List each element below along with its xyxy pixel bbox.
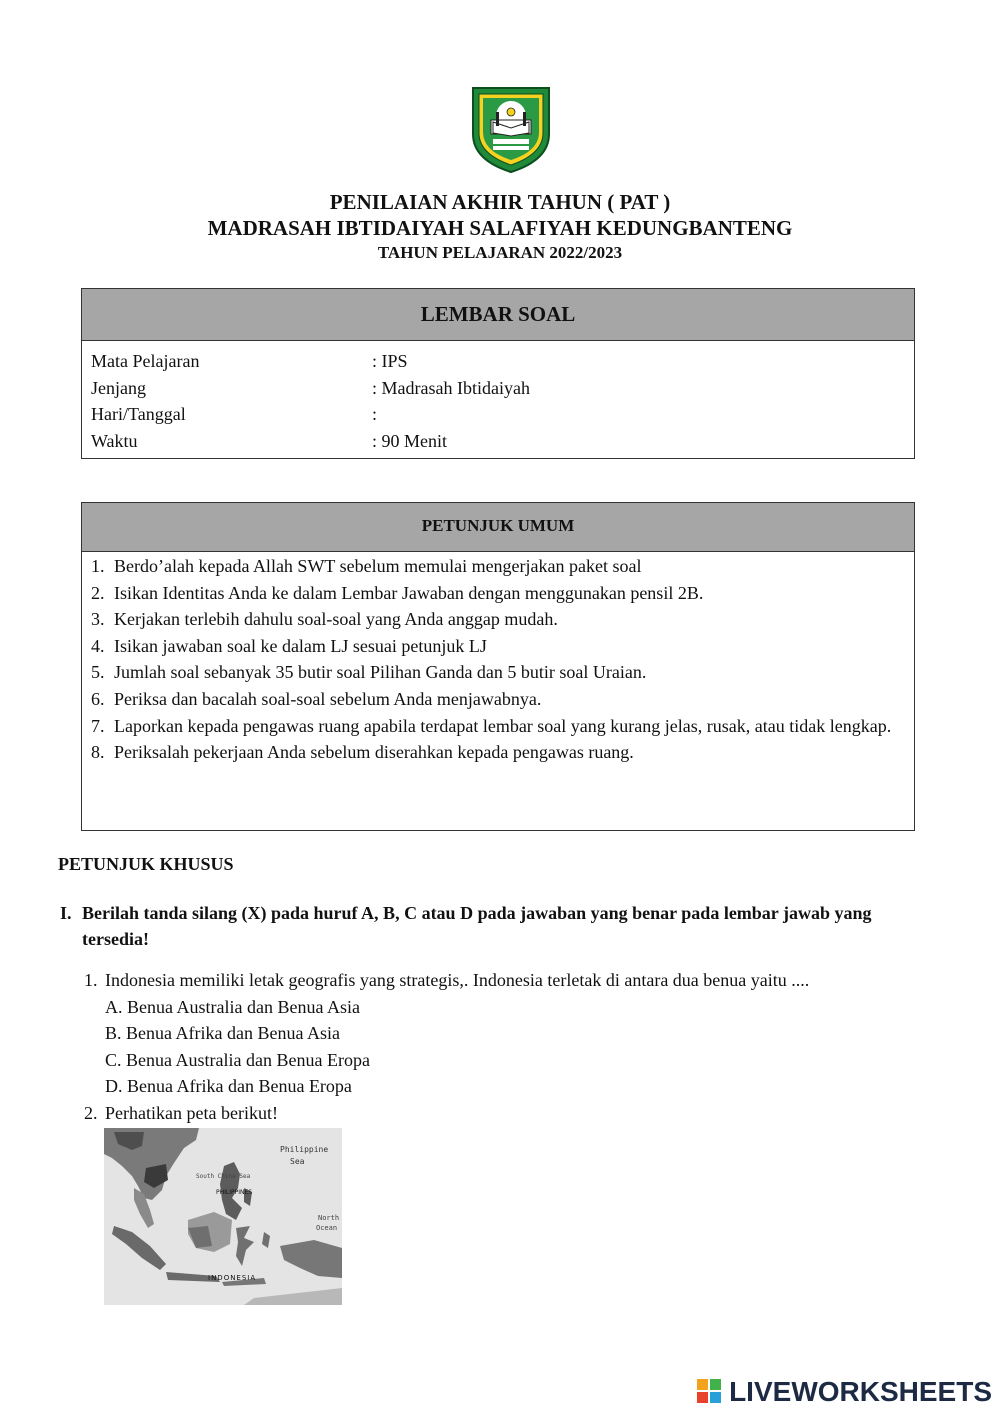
- petunjuk-umum-box: [81, 502, 915, 831]
- item-number: 1.: [91, 556, 105, 576]
- liveworksheets-brand[interactable]: [695, 1376, 992, 1408]
- item-text: Kerjakan terlebih dahulu soal-soal yang Anda anggap mudah.: [114, 609, 558, 630]
- list-item: [91, 739, 904, 766]
- general-instructions-list: [91, 553, 904, 766]
- liveworksheets-logo-icon: [695, 1377, 725, 1407]
- school-logo: [465, 82, 557, 174]
- item-number: 3.: [91, 609, 105, 630]
- list-item: [91, 713, 904, 740]
- answer-option-a[interactable]: A. Benua Australia dan Benua Asia: [105, 997, 360, 1017]
- info-value: :: [372, 404, 378, 424]
- map-label: Sea: [290, 1157, 305, 1166]
- item-text: Periksa dan bacalah soal-soal sebelum Anda menjawabnya.: [114, 688, 542, 709]
- info-row-level: [91, 378, 530, 399]
- school-year: TAHUN PELAJARAN 2022/2023: [377, 243, 623, 262]
- info-row-subject: [91, 351, 408, 372]
- map-label: Ocean: [316, 1224, 338, 1232]
- item-number: 8.: [91, 742, 105, 763]
- answer-option-d[interactable]: D. Benua Afrika dan Benua Eropa: [105, 1076, 352, 1096]
- info-label: Waktu: [91, 431, 138, 451]
- list-item: [91, 580, 904, 607]
- info-value: : Madrasah Ibtidaiyah: [372, 378, 530, 398]
- info-label: Jenjang: [91, 378, 146, 398]
- item-number: 6.: [91, 688, 105, 709]
- southeast-asia-map: [104, 1128, 342, 1305]
- map-label: Philippine: [280, 1145, 329, 1154]
- map-label: South China Sea: [196, 1173, 251, 1180]
- petunjuk-umum-heading: PETUNJUK UMUM: [82, 503, 914, 552]
- lembar-soal-box: [81, 288, 915, 459]
- map-label: North: [318, 1214, 340, 1222]
- item-number: 7.: [91, 715, 105, 736]
- brand-text: LIVEWORKSHEETS: [729, 1376, 992, 1407]
- info-value: : 90 Menit: [372, 431, 447, 451]
- answer-option-b[interactable]: B. Benua Afrika dan Benua Asia: [105, 1023, 340, 1043]
- info-label: Mata Pelajaran: [91, 351, 200, 371]
- question-text: Indonesia memiliki letak geografis yang strategis,. Indonesia terletak di antara dua benua yaitu ....: [105, 970, 810, 990]
- list-item: [91, 553, 904, 580]
- item-number: 4.: [91, 635, 105, 656]
- map-label: PHILIPPINES: [216, 1189, 253, 1196]
- map-image: [104, 1128, 342, 1305]
- item-text: Isikan Identitas Anda ke dalam Lembar Jawaban dengan menggunakan pensil 2B.: [114, 582, 704, 603]
- info-row-time: [91, 431, 447, 452]
- item-text: Jumlah soal sebanyak 35 butir soal Pilihan Ganda dan 5 butir soal Uraian.: [114, 662, 647, 683]
- info-value: : IPS: [372, 351, 408, 371]
- section-text: Berilah tanda silang (X) pada huruf A, B, C atau D pada jawaban yang benar pada lembar jawab yang tersedia!: [82, 903, 872, 949]
- info-label: Hari/Tanggal: [91, 404, 186, 424]
- question-number: 2.: [84, 1103, 98, 1123]
- map-label: INDONESIA: [208, 1274, 257, 1282]
- item-text: Isikan jawaban soal ke dalam LJ sesuai petunjuk LJ: [114, 635, 487, 656]
- list-item: [91, 606, 904, 633]
- answer-option-c[interactable]: C. Benua Australia dan Benua Eropa: [105, 1050, 370, 1070]
- section-number: I.: [60, 903, 72, 923]
- item-number: 2.: [91, 582, 105, 603]
- list-item: [91, 633, 904, 660]
- school-name: MADRASAH IBTIDAIYAH SALAFIYAH KEDUNGBANTENG: [207, 216, 793, 240]
- petunjuk-khusus-heading: PETUNJUK KHUSUS: [58, 854, 234, 874]
- question-text: Perhatikan peta berikut!: [105, 1103, 278, 1123]
- question-number: 1.: [84, 970, 98, 990]
- madrasah-crest-icon: [465, 82, 557, 174]
- info-row-date: [91, 404, 378, 425]
- item-text: Periksalah pekerjaan Anda sebelum diserahkan kepada pengawas ruang.: [114, 742, 634, 763]
- item-text: Berdo’alah kepada Allah SWT sebelum memulai mengerjakan paket soal: [114, 556, 642, 576]
- list-item: [91, 659, 904, 686]
- item-text: Laporkan kepada pengawas ruang apabila terdapat lembar soal yang kurang jelas, rusak, atau tidak lengkap.: [114, 715, 892, 736]
- list-item: [91, 686, 904, 713]
- exam-title: PENILAIAN AKHIR TAHUN ( PAT ): [329, 190, 671, 214]
- lembar-soal-heading: LEMBAR SOAL: [82, 289, 914, 341]
- item-number: 5.: [91, 662, 105, 683]
